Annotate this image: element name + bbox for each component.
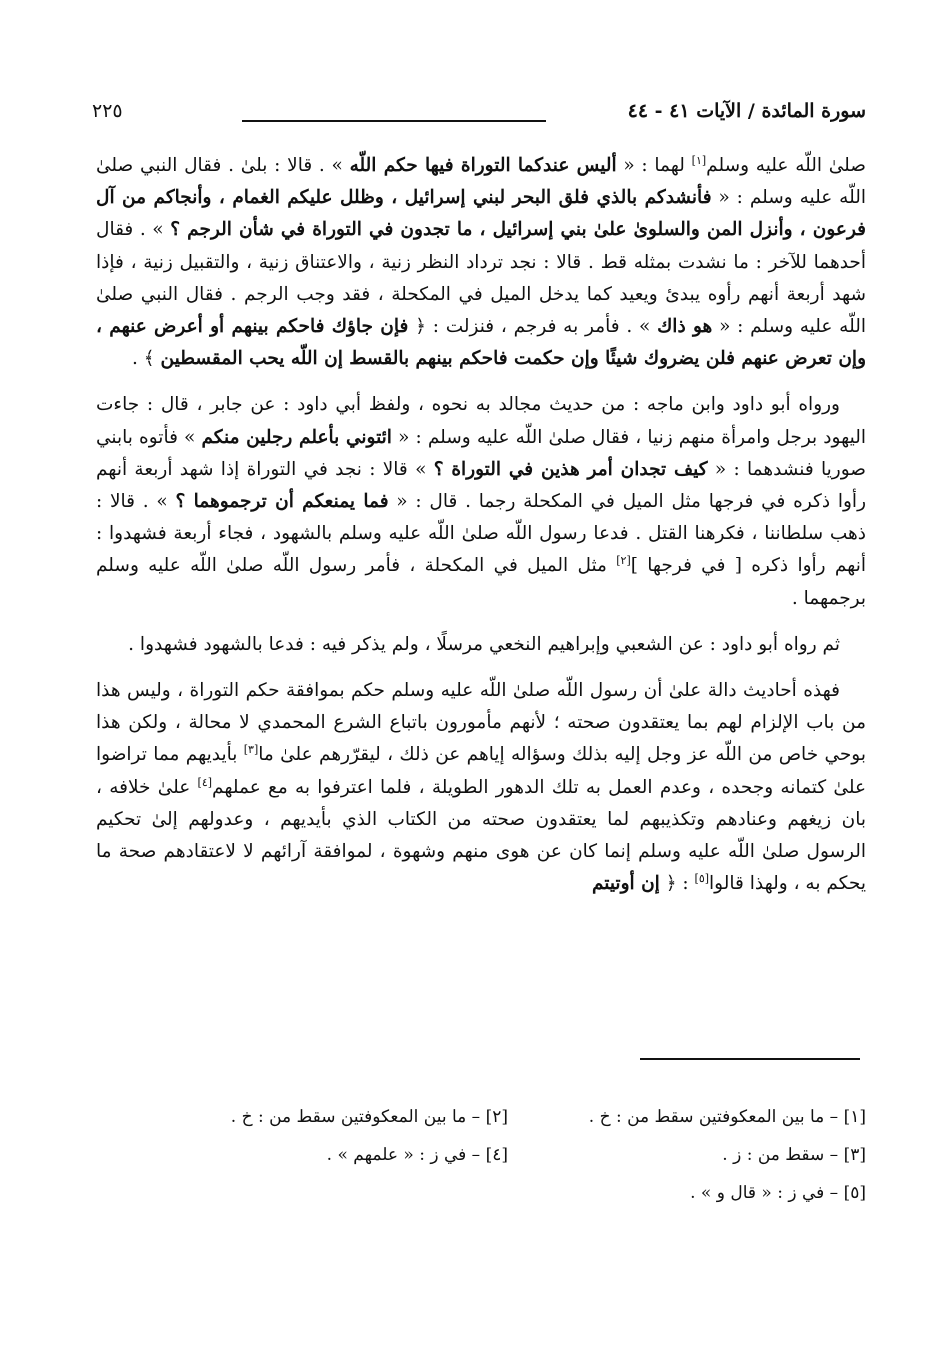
- footnote-text: – في ز : « علمهم » .: [326, 1145, 481, 1165]
- text-span: : ﴿: [659, 873, 695, 895]
- text-span: » . قالا : ذهب سلطاننا ، فكرهنا القتل . فدعا رسول اللّه صلىٰ اللّه عليه وسلم بالشهود ، فجاء أربعة فشهدوا : أنهم رأوا ذكره [ في فرجها ]: [96, 491, 866, 577]
- paragraph-1: [96, 150, 866, 375]
- footnote-ref: [٤]: [197, 775, 213, 789]
- hadith-quote: فما يمنعكم أن ترجموهما ؟: [175, 491, 389, 513]
- quran-verse: فإن جاؤك فاحكم بينهم أو أعرض عنهم ، وإن تعرض عنهم فلن يضروك شيئًا وإن حكمت فاحكم بينهم بالقسط إن اللّه يحب المقسطين: [96, 316, 866, 370]
- footnote-mark: [٤]: [485, 1145, 508, 1165]
- paragraph-3: [96, 629, 866, 661]
- hadith-quote: أليس عندكما التوراة فيها حكم اللّه: [349, 155, 617, 176]
- footnote-ref: [١]: [691, 153, 707, 167]
- page-number: ٢٢٥: [92, 100, 123, 122]
- text-span: فهذه أحاديث دالة علىٰ أن رسول اللّه صلىٰ اللّه عليه وسلم حكم بموافقة حكم التوراة ، وليس هذا من باب الإلزام لهم بما يعتقدون صحته ؛ لأنهم مأمورون باتباع الشرع المحمدي لا محالة ، ولكن هذا بوحي خاص من اللّه عز وجل إليه بذلك وسؤاله إياهم عن ذلك ، ليقرّرهم علىٰ ما: [96, 680, 867, 766]
- text-span: » . فقال أحدهما للآخر : ما نشدت بمثله قط . قالا : نجد ترداد النظر زنية ، والاعتناق زنية ، والتقبيل زنية ، فإذا شهد أربعة أنهم رأوه يبدئ ويعيد كما يدخل الميل في المكحلة ، فقد وجب الرجم . فقال النبي صلىٰ اللّه عليه وسلم : «: [96, 219, 867, 338]
- text-span: بأيديهم مما تراضوا علىٰ كتمانه وجحده ، وعدم العمل به تلك الدهور الطويلة ، فلما اعترفوا به مع عملهم: [96, 744, 866, 798]
- footnote-4: [150, 1136, 508, 1174]
- footnote-1: [508, 1098, 866, 1136]
- footnote-mark: [٢]: [485, 1107, 508, 1127]
- footnote-text: – ما بين المعكوفتين سقط من : خ .: [588, 1107, 839, 1127]
- footnote-row: [150, 1174, 866, 1212]
- footnote-text: – في ز : « قال و » .: [690, 1183, 839, 1203]
- hadith-quote: ائتوني بأعلم رجلين منكم: [201, 426, 392, 448]
- text-span: » . قالا : بلىٰ . فقال النبي صلىٰ اللّه عليه وسلم : «: [96, 155, 867, 209]
- footnote-mark: [٥]: [843, 1183, 866, 1203]
- running-header: [92, 96, 866, 132]
- text-span: ﴾ .: [132, 348, 161, 370]
- footnote-text: – سقط من : ز .: [722, 1145, 839, 1165]
- text-span: لهما : «: [616, 155, 692, 176]
- hadith-quote: فأنشدكم بالذي فلق البحر لبني إسرائيل ، وظلل عليكم الغمام ، وأنجاكم من آل فرعون ، وأنزل المن والسلوىٰ علىٰ بني إسرائيل ، ما تجدون في التوراة في شأن الرجم ؟: [96, 187, 867, 241]
- footnote-mark: [١]: [843, 1107, 866, 1127]
- text-span: علىٰ خلافه ، بان زيغهم وعنادهم وتكذيبهم لما يعتقدون صحته من الكتاب الذي بأيديهم ، وعدولهم إلىٰ تحكيم الرسول صلىٰ اللّه عليه وسلم إنما كان عن هوى منهم وشهوة ، لموافقة آرائهم لا لاعتقادهم صحة ما يحكم به ، ولهذا قالوا: [96, 776, 866, 895]
- paragraph-4: [96, 675, 866, 900]
- footnote-row: [150, 1098, 866, 1136]
- text-span: صلىٰ اللّه عليه وسلم: [706, 155, 867, 176]
- footnote-5: [508, 1174, 866, 1212]
- footnote-ref: [٢]: [616, 554, 631, 568]
- footnote-ref: [٣]: [243, 743, 259, 757]
- main-text: [96, 150, 866, 914]
- text-span: ورواه أبو داود وابن ماجه : من حديث مجالد به نحوه ، ولفظ أبي داود : عن جابر ، قال : جاءت اليهود برجل وامرأة منهم زنيا ، فقال صلىٰ اللّه عليه وسلم : «: [96, 394, 866, 448]
- text-span: » قالا : نجد في التوراة إذا شهد أربعة أنهم رأوا ذكره في فرجها مثل الميل في المكحلة رجما . قال : «: [96, 458, 867, 513]
- footnote-2: [150, 1098, 508, 1136]
- footnotes: [150, 1098, 866, 1212]
- footnote-text: – ما بين المعكوفتين سقط من : خ .: [230, 1107, 481, 1127]
- text-span: مثل الميل في المكحلة ، فأمر رسول اللّه صلىٰ اللّه عليه وسلم برجمهما .: [96, 555, 866, 609]
- footnote-mark: [٣]: [843, 1145, 866, 1165]
- text-span: ثم رواه أبو داود : عن الشعبي وإبراهيم النخعي مرسلًا ، ولم يذكر فيه : فدعا بالشهود فشهدوا .: [128, 633, 840, 655]
- surah-title: سورة المائدة / الآيات ٤١ - ٤٤: [627, 100, 866, 122]
- footnote-row: [150, 1136, 866, 1174]
- text-span: » . فأمر به فرجم ، فنزلت : ﴿: [408, 316, 658, 338]
- footnote-separator: [640, 1058, 860, 1060]
- quran-verse: إن أوتيتم: [591, 873, 660, 895]
- header-rule: [242, 120, 546, 122]
- footnote-3: [508, 1136, 866, 1174]
- text-span: » فأتوه بابني صوريا فنشدهما : «: [96, 426, 867, 480]
- footnote-ref: [٥]: [694, 872, 710, 886]
- paragraph-2: [96, 389, 866, 614]
- hadith-quote: كيف تجدان أمر هذين في التوراة ؟: [433, 458, 708, 480]
- hadith-quote: هو ذاك: [657, 316, 713, 338]
